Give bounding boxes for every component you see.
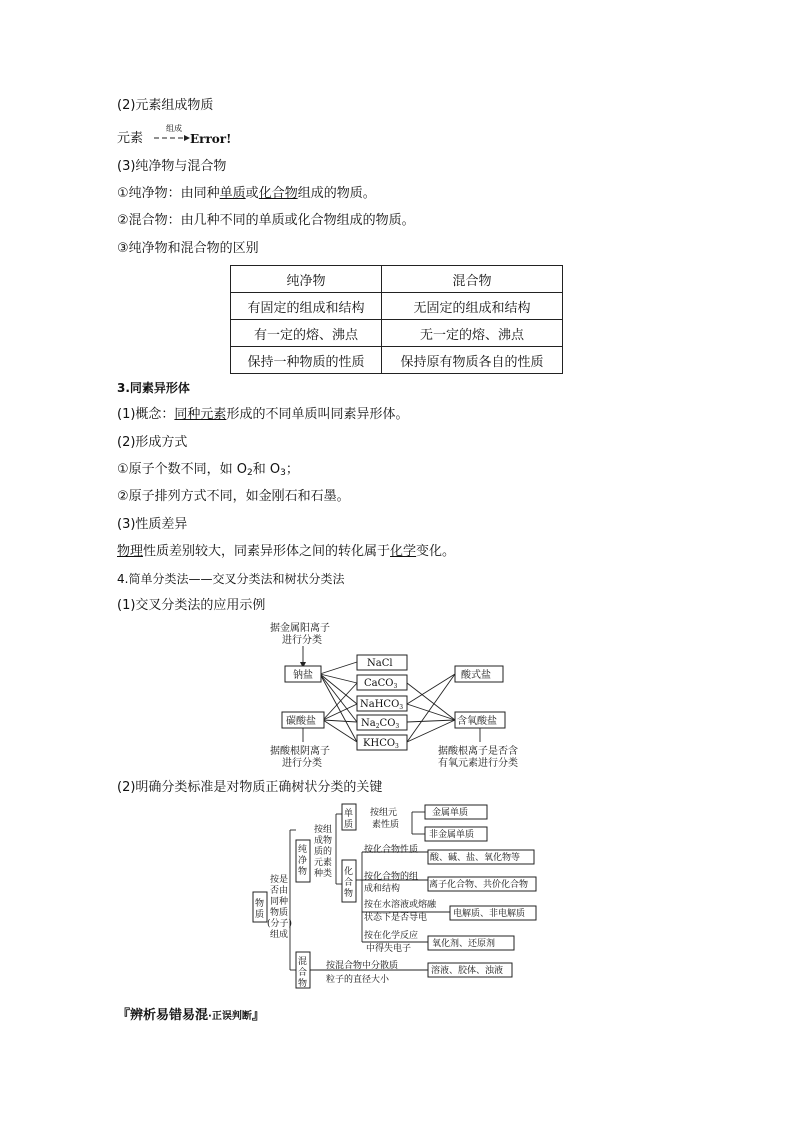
prop-u1: 物理 [117,544,144,559]
formation-item-1 [117,462,299,478]
root-note: 否由 [270,886,289,896]
table-cell: 有固定的组成和结构 [231,293,382,320]
table-cell: 无固定的组成和结构 [382,293,563,320]
cross-bottom-left-note: 据酸根阴离子 [270,746,330,757]
pure-note: 按组 [314,825,333,835]
label-substance: 物质 [255,899,265,920]
pure-def-u2: 化合物 [258,186,298,201]
label-metal: 金属单质 [432,808,469,818]
label-compound: 化合物 [344,867,354,899]
simple-note: 按组元 [370,808,398,818]
pure-note: 种类 [314,869,333,879]
table-header-row [231,266,563,293]
property-heading: (3)性质差异 [117,517,188,532]
section-banner [117,1004,265,1023]
heading-element-compose: (2)元素组成物质 [117,98,214,113]
pure-def-u1: 单质 [219,186,246,201]
table-header: 纯净物 [231,266,382,293]
compound-note-1: 按化合物性质 [364,845,419,855]
label-nahco3: NaHCO$_3$ [360,699,404,711]
pure-definition [117,186,376,202]
cross-bottom-left-note: 进行分类 [282,758,322,769]
label-nacl: NaCl [367,658,393,669]
table-row [231,347,563,374]
formula-line [117,131,143,147]
tree-classification-diagram [250,802,550,992]
pure-note: 元素 [314,858,333,868]
label-nonmetal: 非金属单质 [429,830,475,840]
pure-def-mid: 或 [245,186,259,201]
cross-bottom-right-note: 据酸根离子是否含 [438,746,518,757]
comparison-table [230,265,563,374]
pure-note: 质的 [314,847,333,857]
cross-top-note: 据金属阳离子 [270,623,330,634]
cross-classification-heading: (1)交叉分类法的应用示例 [117,598,266,613]
table-cell: 保持原有物质各自的性质 [382,347,563,374]
form1-prefix: ①原子个数不同，如 O [117,462,248,477]
concept-suffix: 形成的不同单质叫同素异形体。 [226,407,409,422]
formation-heading: (2)形成方式 [117,435,188,450]
prop-suffix: 变化。 [416,544,456,559]
cross-classification-diagram [260,620,560,770]
label-pure: 纯净物 [298,845,308,877]
root-note: 按是 [270,875,289,885]
formation-item-2: ②原子排列方式不同，如金刚石和石墨。 [117,489,350,504]
pure-def-suffix: 组成的物质。 [297,186,376,201]
pure-note: 成物 [314,836,333,846]
heading-pure-mixture: (3)纯净物与混合物 [117,159,227,174]
form1-mid: 和 O [252,462,281,477]
allotrope-concept [117,407,408,423]
cross-bottom-right-note: 有氧元素进行分类 [438,758,518,769]
label-khco3: $KHCO_3$ [363,738,399,750]
label-caco3: CaCO$_3$ [364,678,398,690]
compound-note-4: 中得失电子 [366,944,412,954]
label-redox: 氧化剂、还原剂 [432,939,496,949]
label-simple: 单质 [344,809,354,830]
compound-note-2: 成和结构 [364,884,401,894]
label-electrolyte: 电解质、非电解质 [453,909,526,919]
root-note: 同种 [270,897,289,907]
form1-sub2: 3 [280,468,286,478]
table-header: 混合物 [382,266,563,293]
root-note: (分子) [267,919,293,929]
table-cell: 有一定的熔、沸点 [231,320,382,347]
difference-heading: ③纯净物和混合物的区别 [117,241,259,256]
label-carbonate: 碳酸盐 [286,716,316,727]
table-cell: 无一定的熔、沸点 [382,320,563,347]
label-acid-salt: 酸式盐 [461,670,491,681]
formula-left: 元素 [117,131,144,146]
mixture-definition: ②混合物：由几种不同的单质或化合物组成的物质。 [117,213,415,228]
banner-right-bracket: 』 [251,1008,265,1023]
allotrope-heading: 3.同素异形体 [117,381,190,395]
compound-note-2: 按化合物的组 [364,872,419,882]
label-mixture: 混合物 [298,957,308,989]
banner-title: 辨析易错易混 [130,1008,209,1023]
banner-left-bracket: 『 [117,1008,131,1023]
compound-note-4: 按在化学反应 [364,931,419,941]
label-oxyacid-salt: 含氧酸盐 [457,716,497,727]
property-text [117,544,455,560]
simple-note: 素性质 [372,820,400,830]
tree-classification-heading: (2)明确分类标准是对物质正确树状分类的关键 [117,780,383,795]
prop-mid: 性质差别较大，同素异形体之间的转化属于 [143,544,391,559]
root-note: 物质 [270,908,289,918]
form1-sub1: 2 [247,468,253,478]
label-ionic-covalent: 离子化合物、共价化合物 [429,880,529,890]
pure-def-prefix: ①纯净物：由同种 [117,186,220,201]
banner-dot: · [208,1011,212,1022]
cross-top-note: 进行分类 [282,635,322,646]
compound-note-3: 按在水溶液或熔融 [364,900,437,910]
form1-suffix: ； [285,462,299,477]
label-dispersion: 溶液、胶体、浊液 [431,966,504,976]
concept-prefix: (1)概念： [117,407,175,422]
mixture-note: 按混合物中分散质 [326,961,399,971]
label-acid-base: 酸、碱、盐、氧化物等 [430,853,521,863]
table-row [231,320,563,347]
formula-right: Error! [190,132,232,146]
concept-underlined: 同种元素 [174,407,227,422]
root-note: 组成 [270,930,289,940]
banner-subtitle: 正误判断 [211,1011,252,1022]
compound-note-3: 状态下是否导电 [364,913,428,923]
label-na2co3: $Na_2CO_3$ [361,718,400,730]
label-sodium-salt: 钠盐 [293,670,313,681]
arrow-label: 组成 [166,124,182,133]
classification-heading: 4.简单分类法——交叉分类法和树状分类法 [117,572,345,586]
mixture-note: 粒子的直径大小 [326,975,390,985]
prop-u2: 化学 [390,544,417,559]
table-cell: 保持一种物质的性质 [231,347,382,374]
table-row [231,293,563,320]
